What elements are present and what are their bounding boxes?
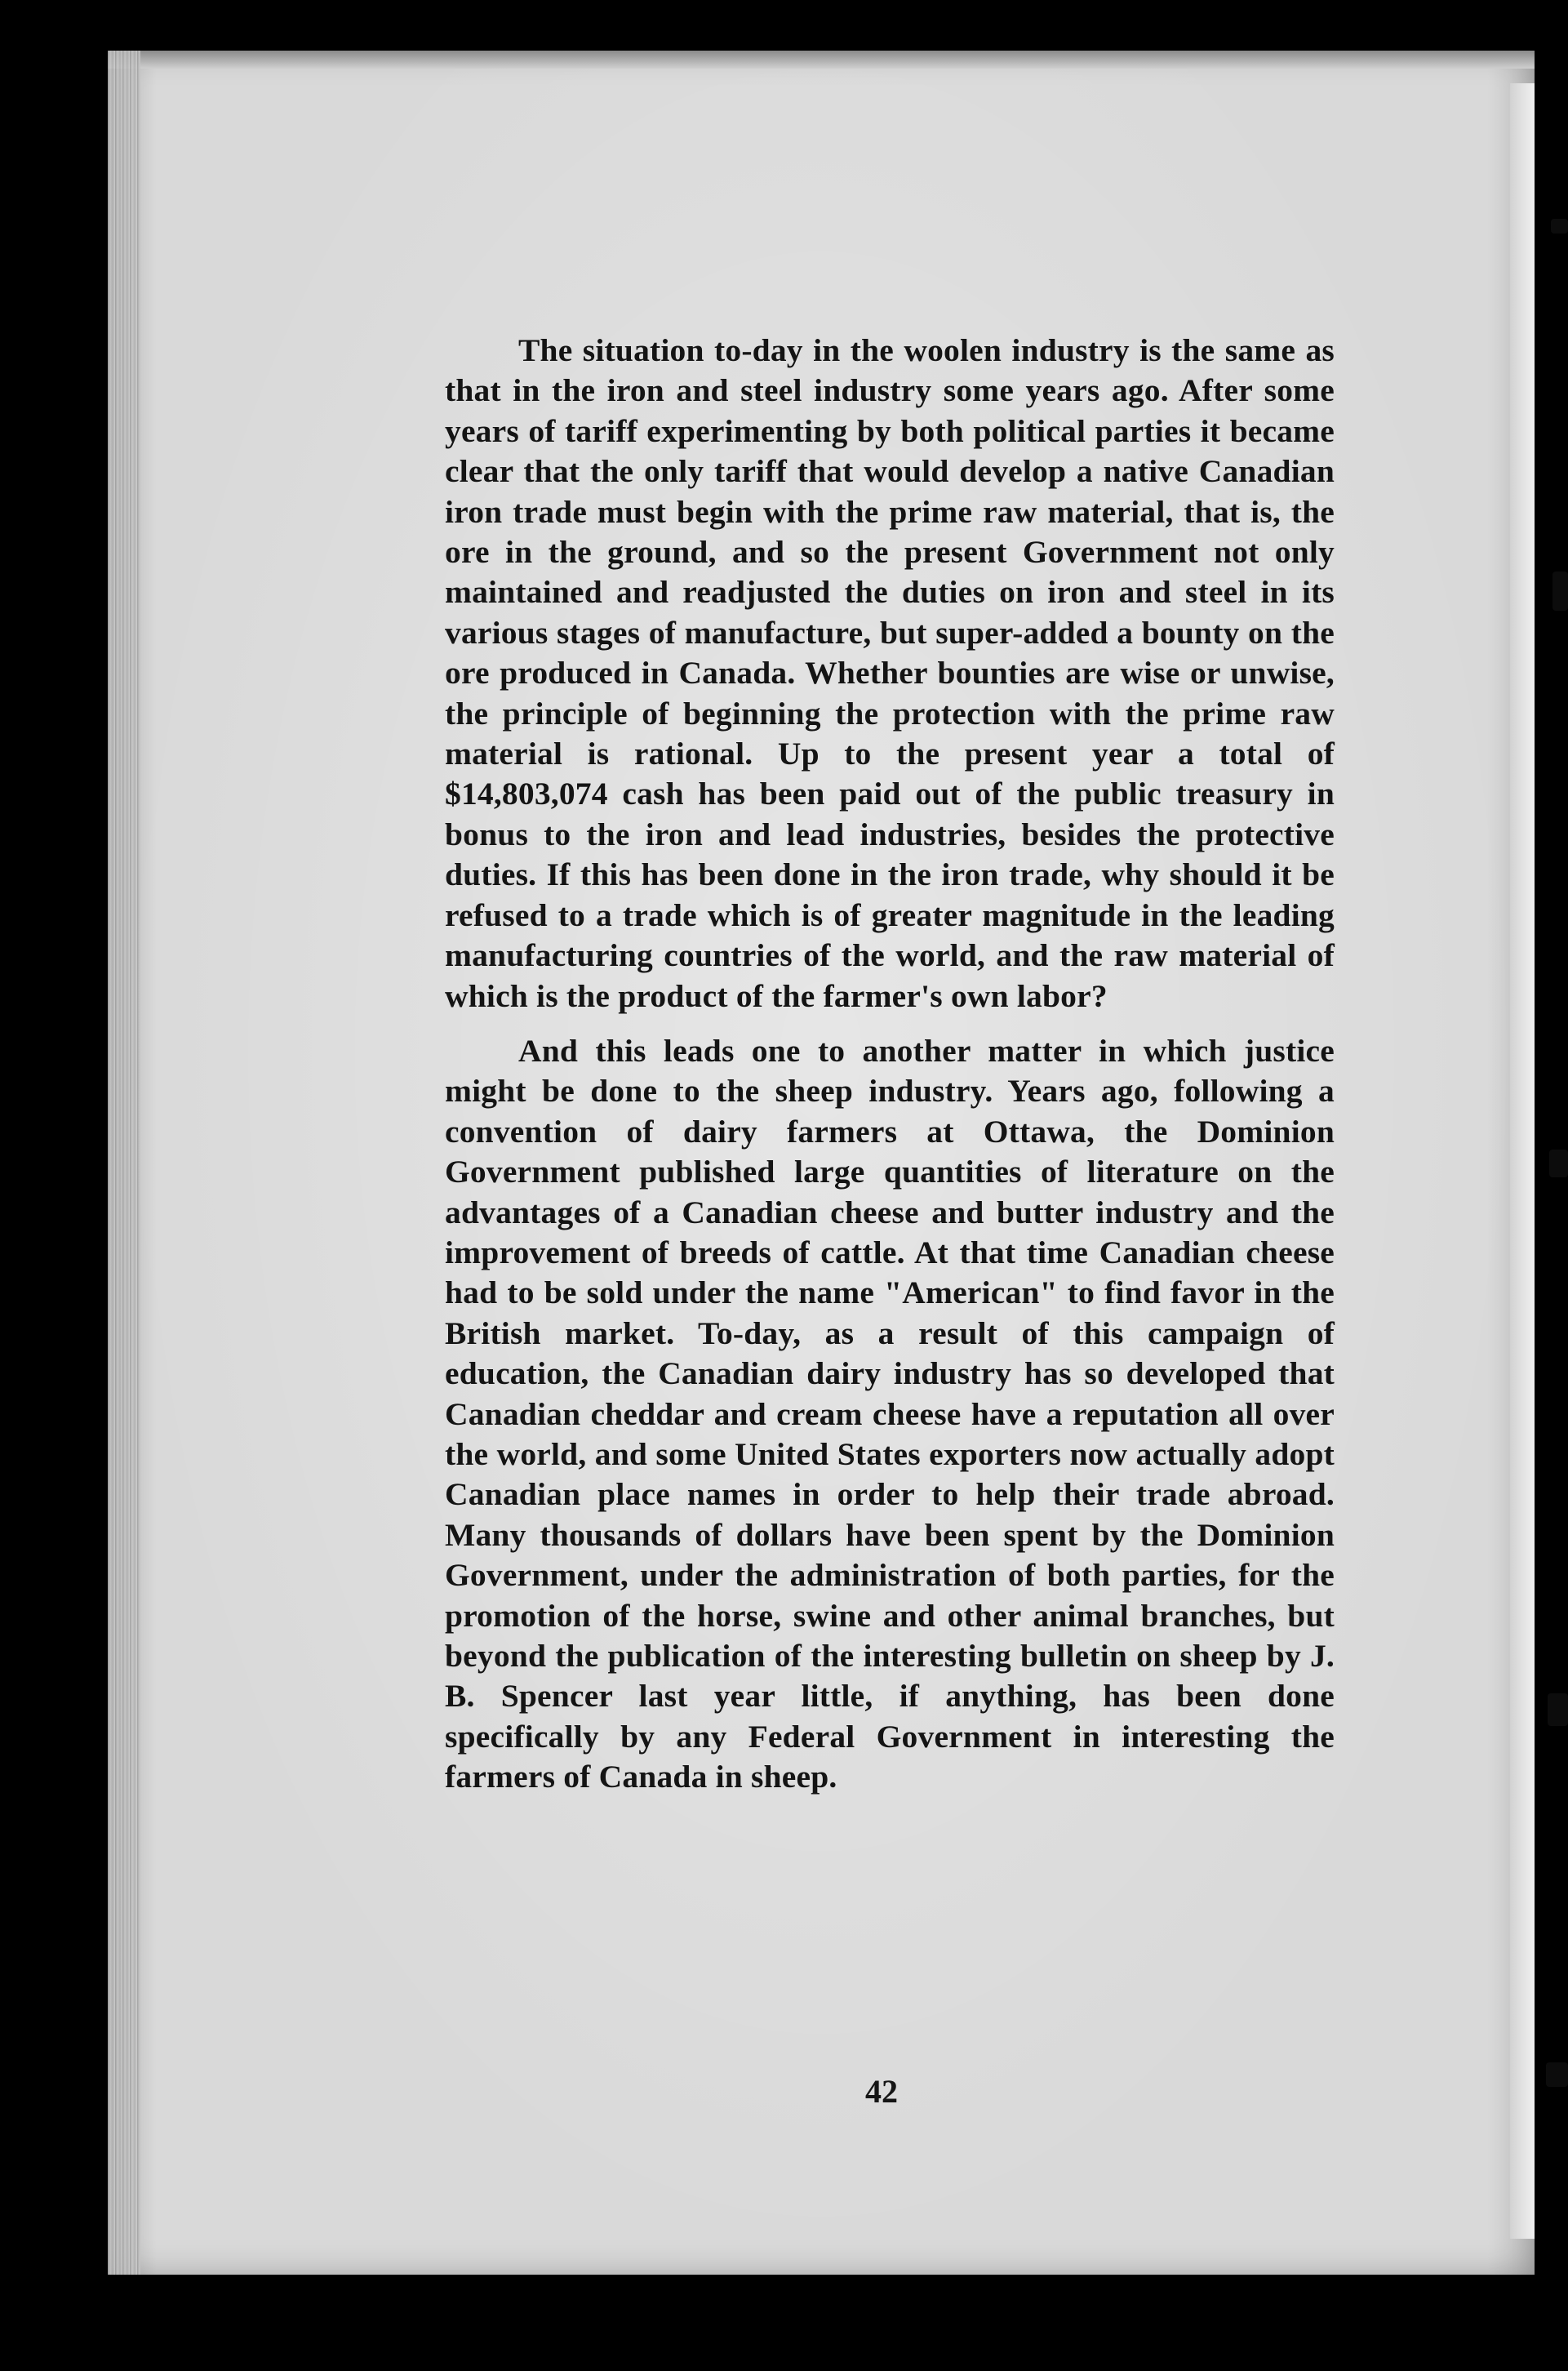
page-right-edge (1510, 83, 1535, 2239)
scan-edge-mark (1546, 2062, 1568, 2087)
page-number: 42 (865, 2073, 898, 2110)
scan-edge-mark (1551, 219, 1568, 234)
scan-edge-mark (1552, 572, 1568, 611)
paragraph-woolen-industry: The situation to-day in the woolen industry is the same as that in the iron and steel industry some years ago. After some years of tariff experimenting by both political parties it became clear that the only tariff that would develop a native Canadian iron trade must begin with the prime raw material, that is, the ore in the ground, and so the present Government not only maintained and readjusted the duties on iron and steel in its various stages of manufacture, but super-added a bounty on the ore produced in Canada. Whether bounties are wise or unwise, the principle of beginning the protection with the prime raw material is rational. Up to the present year a total of $14,803,074 cash has been paid out of the public treasury in bonus to the iron and lead industries, besides the protective duties. If this has been done in the iron trade, why should it be refused to a trade which is of greater magnitude in the leading manufacturing countries of the world, and the raw material of which is the product of the farmer's own labor? (445, 332, 1335, 1014)
body-text (445, 331, 1335, 1798)
scan-edge-mark (1549, 1150, 1568, 1177)
paragraph-sheep-industry: And this leads one to another matter in which justice might be done to the sheep industry. Years ago, following a convention of dairy farmers at Ottawa, the Dominion Government published large quantities of literature on the advantages of a Canadian cheese and butter industry and the improvement of breeds of cattle. At that time Canadian cheese had to be sold under the name "American" to find favor in the British market. To-day, as a result of this campaign of education, the Canadian dairy industry has so developed that Canadian cheddar and cream cheese have a reputation all over the world, and some United States exporters now actually adopt Canadian place names in order to help their trade abroad. Many thousands of dollars have been spent by the Dominion Government, under the administration of both parties, for the promotion of the horse, swine and other animal branches, but beyond the publication of the interesting bulletin on sheep by J. B. Spencer last year little, if anything, has been done specifically by any Federal Government in interesting the farmers of Canada in sheep. (445, 1032, 1335, 1795)
page-binding-edge (108, 51, 140, 2275)
scan-edge-mark (1548, 1693, 1568, 1726)
page-top-edge (108, 51, 1535, 69)
